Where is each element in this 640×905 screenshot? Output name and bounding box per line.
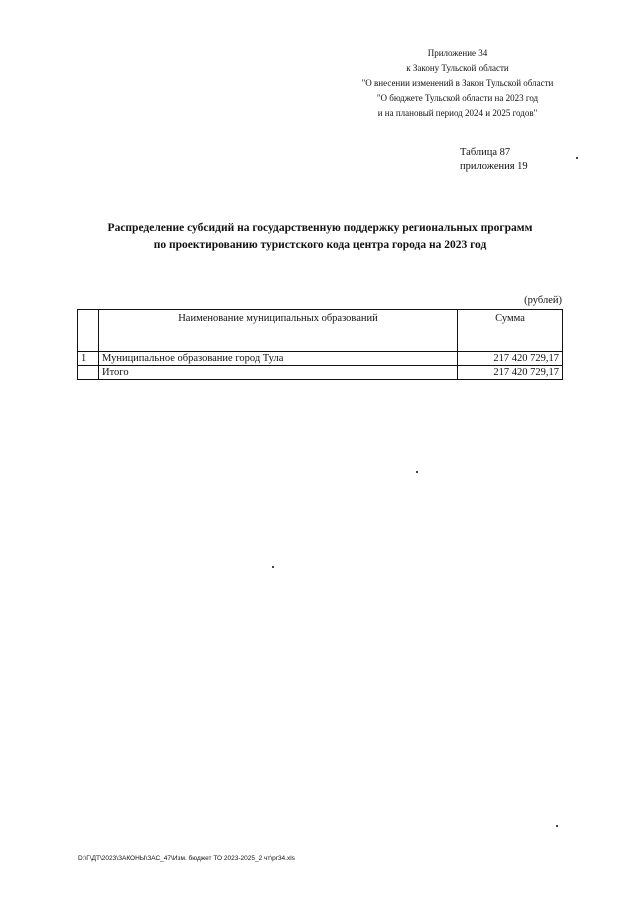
scan-speck xyxy=(416,471,418,473)
row-name: Муниципальное образование город Тула xyxy=(99,352,458,366)
units-label: (рублей) xyxy=(524,295,562,306)
table-reference xyxy=(460,146,528,174)
total-sum: 217 420 729,17 xyxy=(458,366,563,380)
title-line-1: Распределение субсидий на государственную поддержку региональных программ xyxy=(107,222,533,234)
scan-speck xyxy=(556,825,558,827)
scan-speck xyxy=(576,157,578,159)
table-row xyxy=(78,352,563,366)
total-label: Итого xyxy=(99,366,458,380)
file-path-footer: D:\Г\ДТ\2023\ЗАКОНЫ\ЗАС_47\Изм. бюджет ТО 2023-2025_2 чт\pr34.xls xyxy=(78,855,295,862)
total-number xyxy=(78,366,99,380)
table-header-row xyxy=(78,310,563,352)
appendix-line: "О бюджете Тульской области на 2023 год xyxy=(376,93,539,103)
appendix-line: к Закону Тульской области xyxy=(406,63,509,73)
row-number: 1 xyxy=(78,352,99,366)
appendix-header xyxy=(300,46,615,121)
appendix-line: "О внесении изменений в Закон Тульской области xyxy=(361,78,554,88)
document-title xyxy=(60,220,580,254)
appendix-line: Приложение 34 xyxy=(427,48,488,58)
row-sum: 217 420 729,17 xyxy=(458,352,563,366)
header-sum: Сумма xyxy=(458,310,563,352)
header-number xyxy=(78,310,99,352)
title-line-2: по проектированию туристского кода центра города на 2023 год xyxy=(153,239,487,251)
appendix-line: и на плановый период 2024 и 2025 годов" xyxy=(377,108,538,118)
scan-speck xyxy=(272,566,274,568)
subsidy-table xyxy=(77,309,563,380)
header-name: Наименование муниципальных образований xyxy=(99,310,458,352)
table-total-row xyxy=(78,366,563,380)
table-number: Таблица 87 xyxy=(460,147,511,158)
table-appendix: приложения 19 xyxy=(460,161,528,172)
